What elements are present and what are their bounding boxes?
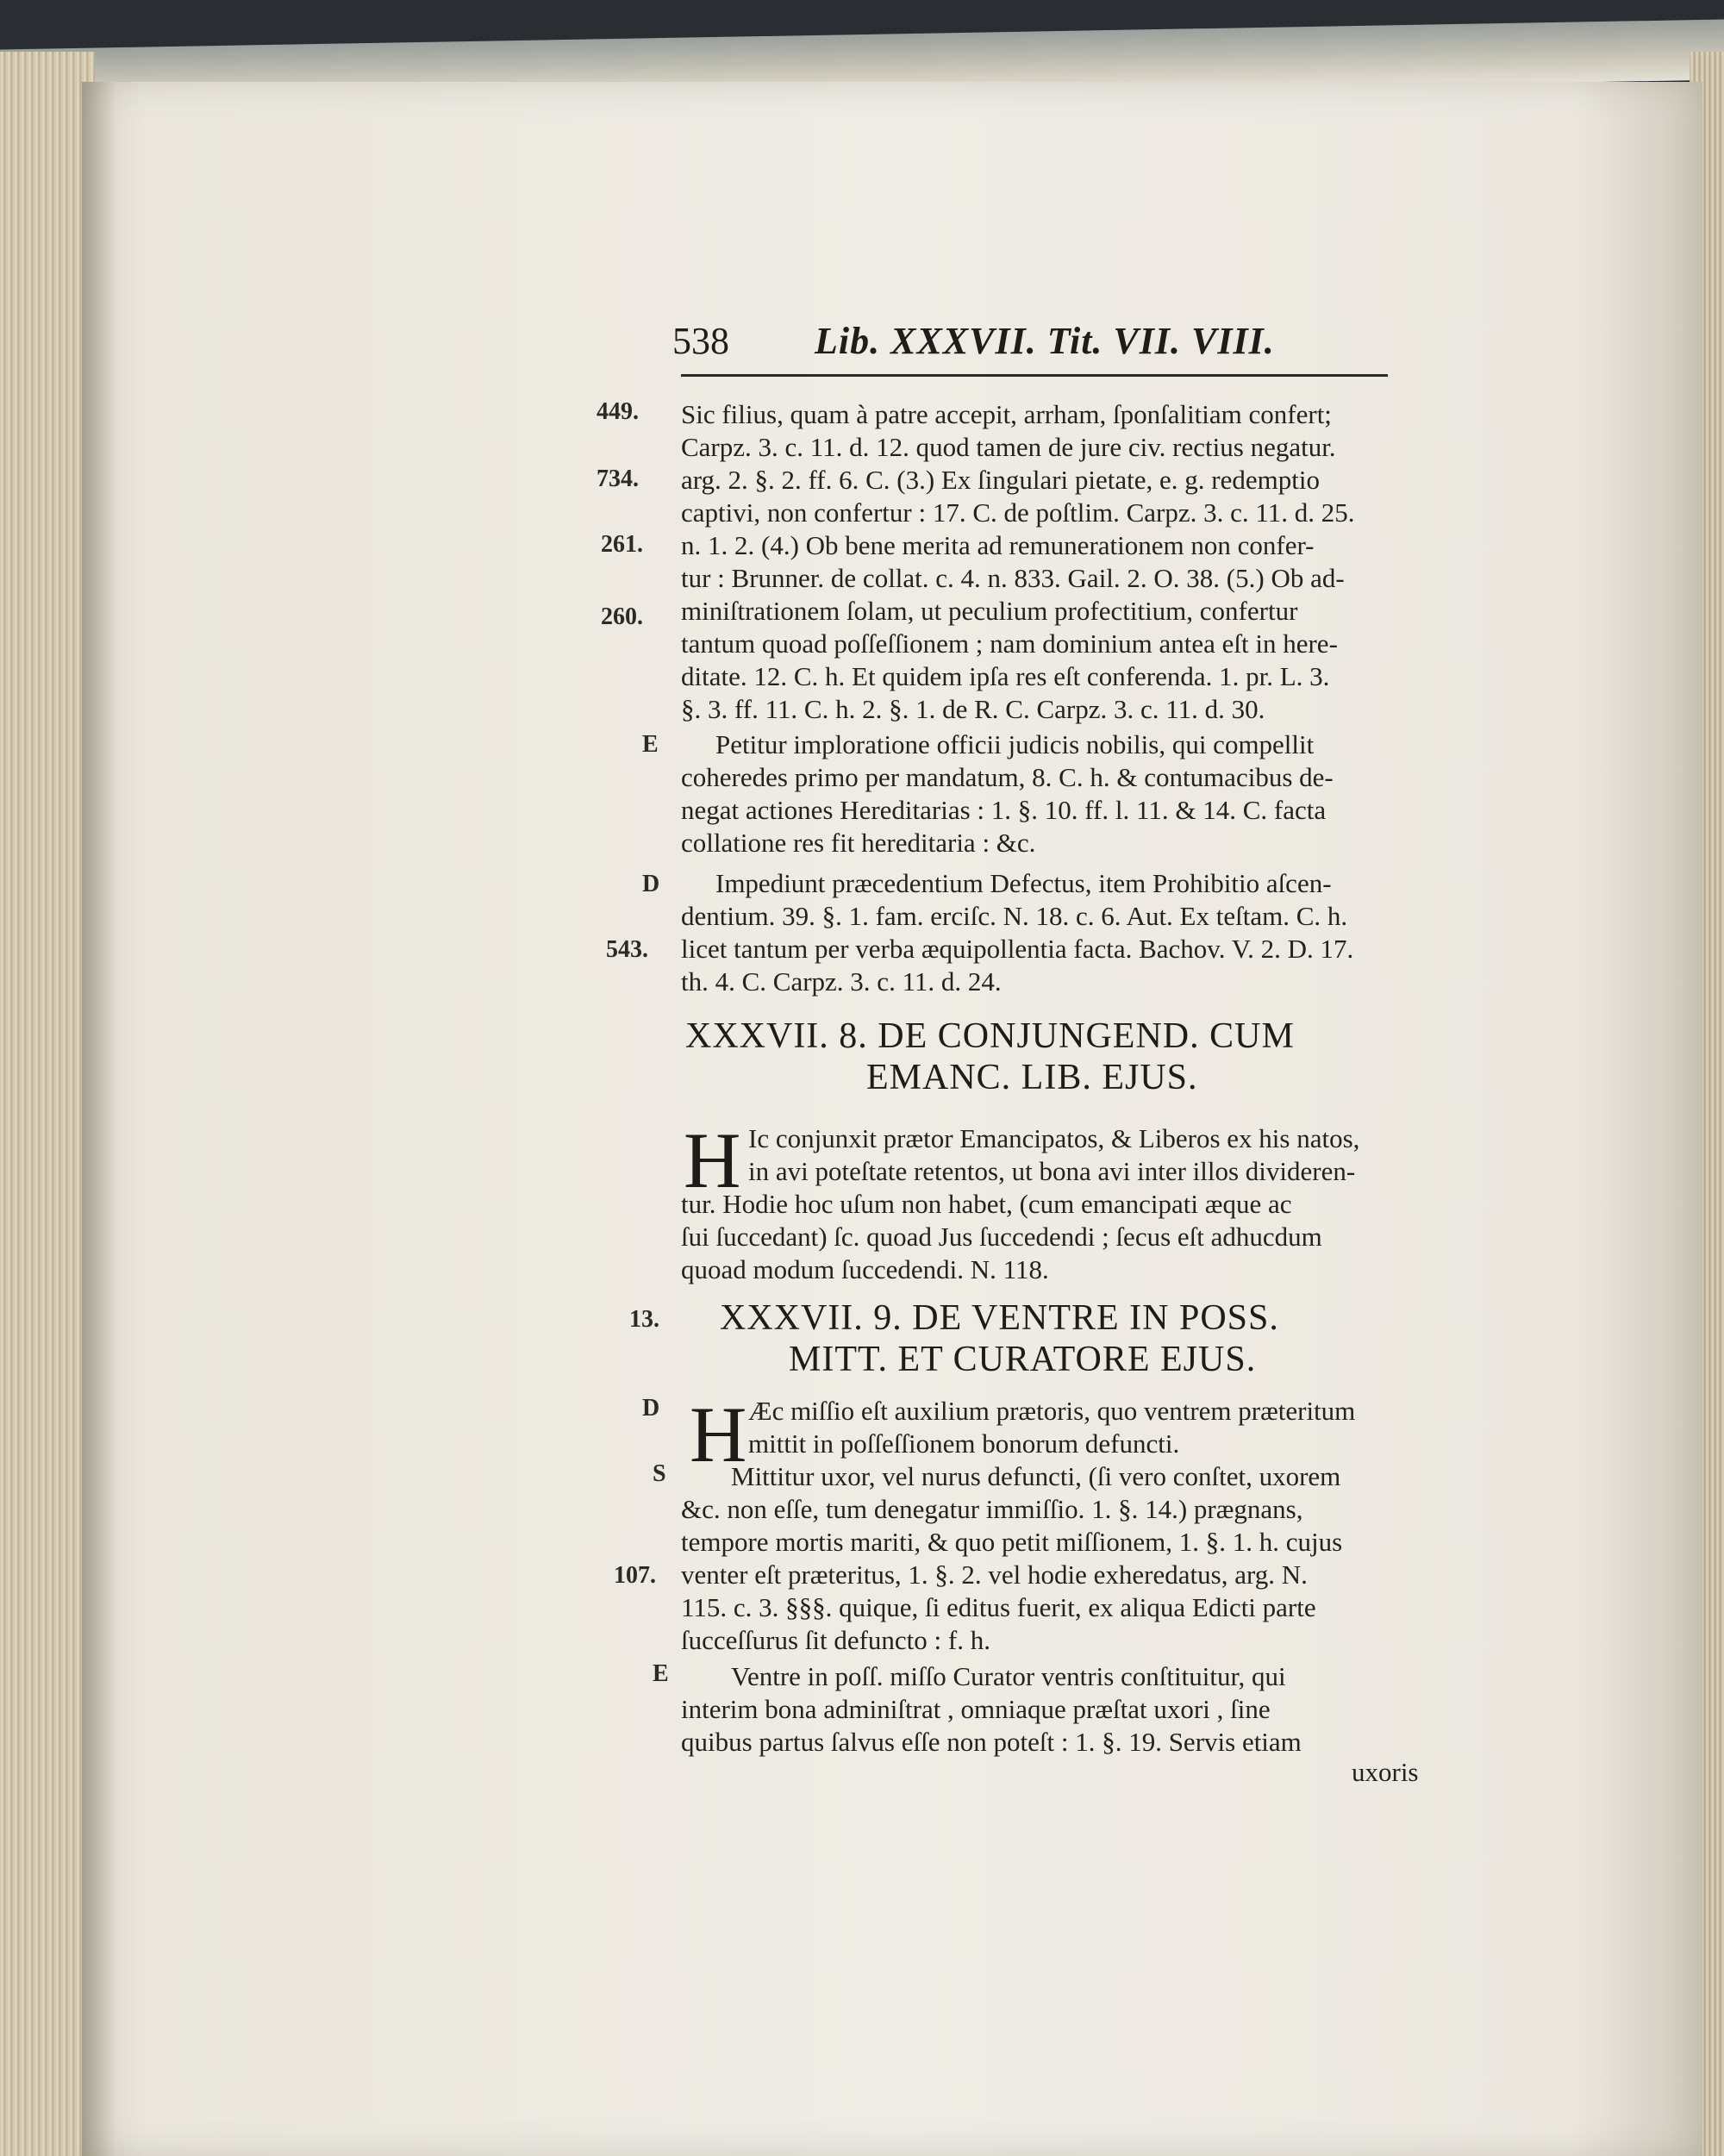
text-line: arg. 2. §. 2. ff. 6. C. (3.) Ex ſingulari pietate, e. g. redemptio	[681, 465, 1320, 495]
text-line: Sic filius, quam à patre accepit, arrham, ſponſalitiam confert;	[681, 399, 1332, 429]
text-line: collatione res fit hereditaria : &c.	[681, 828, 1036, 858]
text-line: dentium. 39. §. 1. fam. erciſc. N. 18. c. 6. Aut. Ex teſtam. C. h.	[681, 901, 1348, 931]
page-number: 538	[672, 320, 729, 362]
margin-note: 13.	[629, 1306, 659, 1333]
margin-note: S	[653, 1460, 666, 1487]
text-line: Impediunt præcedentium Defectus, item Prohibitio aſcen-	[715, 868, 1332, 898]
text-line: ſui ſuccedant) ſc. quoad Jus ſuccedendi ; ſecus eſt adhucdum	[681, 1222, 1322, 1252]
text-line: tur. Hodie hoc uſum non habet, (cum emancipati æque ac	[681, 1189, 1292, 1219]
text-line: Æc miſſio eſt auxilium prætoris, quo ventrem præteritum	[748, 1396, 1356, 1426]
margin-note: E	[653, 1660, 669, 1687]
text-line: Ventre in poſſ. miſſo Curator ventris conſtituitur, qui	[731, 1661, 1286, 1691]
header-rule	[681, 374, 1388, 377]
running-header	[672, 319, 1388, 371]
text-line: in avi poteſtate retentos, ut bona avi inter illos divideren-	[748, 1156, 1356, 1186]
text-line: Mittitur uxor, vel nurus defuncti, (ſi vero conſtet, uxorem	[731, 1461, 1341, 1491]
text-line: Carpz. 3. c. 11. d. 12. quod tamen de jure civ. rectius negatur.	[681, 432, 1336, 462]
margin-note: 107.	[614, 1562, 656, 1589]
section-heading: EMANC. LIB. EJUS.	[866, 1058, 1198, 1097]
page-stack-edge	[0, 52, 95, 2156]
margin-note: D	[642, 871, 660, 897]
book-page	[82, 82, 1702, 2156]
text-line: ditate. 12. C. h. Et quidem ipſa res eſt conferenda. 1. pr. L. 3.	[681, 661, 1330, 691]
drop-cap: H	[684, 1116, 741, 1204]
text-line: licet tantum per verba æquipollentia facta. Bachov. V. 2. D. 17.	[681, 934, 1354, 964]
spine-shadow	[82, 82, 116, 2156]
margin-note: 543.	[606, 936, 648, 963]
margin-note: D	[642, 1395, 660, 1422]
text-line: venter eſt præteritus, 1. §. 2. vel hodie exheredatus, arg. N.	[681, 1559, 1308, 1590]
text-line: tur : Brunner. de collat. c. 4. n. 833. Gail. 2. O. 38. (5.) Ob ad-	[681, 563, 1345, 593]
text-line: tantum quoad poſſeſſionem ; nam dominium antea eſt in here-	[681, 628, 1338, 659]
text-line: §. 3. ff. 11. C. h. 2. §. 1. de R. C. Carpz. 3. c. 11. d. 30.	[681, 694, 1265, 724]
margin-note: E	[642, 731, 659, 758]
text-line: captivi, non confertur : 17. C. de poſtlim. Carpz. 3. c. 11. d. 25.	[681, 497, 1355, 528]
text-line: quibus partus ſalvus eſſe non poteſt : 1. §. 19. Servis etiam	[681, 1727, 1302, 1757]
section-heading: XXXVII. 9. DE VENTRE IN POSS.	[720, 1298, 1279, 1338]
text-line: coheredes primo per mandatum, 8. C. h. & contumacibus de-	[681, 762, 1334, 792]
section-heading: XXXVII. 8. DE CONJUNGEND. CUM	[685, 1016, 1295, 1056]
margin-note: 734.	[597, 466, 639, 492]
text-line: n. 1. 2. (4.) Ob bene merita ad remunerationem non confer-	[681, 530, 1315, 560]
margin-note: 449.	[597, 398, 639, 425]
catchword: uxoris	[1352, 1757, 1419, 1787]
text-line: miniſtrationem ſolam, ut peculium profectitium, confertur	[681, 596, 1298, 626]
text-line: ſucceſſurus ſit defuncto : f. h.	[681, 1625, 990, 1655]
section-heading: MITT. ET CURATORE EJUS.	[789, 1340, 1257, 1379]
text-line: interim bona adminiſtrat , omniaque præſtat uxori , ſine	[681, 1694, 1271, 1724]
text-line: Petitur imploratione officii judicis nobilis, qui compellit	[715, 729, 1315, 759]
text-line: th. 4. C. Carpz. 3. c. 11. d. 24.	[681, 966, 1002, 997]
text-line: Ic conjunxit prætor Emancipatos, & Liberos ex his natos,	[748, 1123, 1360, 1153]
text-line: negat actiones Hereditarias : 1. §. 10. ff. l. 11. & 14. C. facta	[681, 795, 1327, 825]
drop-cap: H	[690, 1390, 747, 1478]
running-title: Lib. XXXVII. Tit. VII. VIII.	[815, 320, 1275, 362]
margin-note: 260.	[601, 603, 643, 630]
text-line: quoad modum ſuccedendi. N. 118.	[681, 1254, 1049, 1284]
text-line: &c. non eſſe, tum denegatur immiſſio. 1. §. 14.) prægnans,	[681, 1494, 1303, 1524]
text-line: 115. c. 3. §§§. quique, ſi editus fuerit, ex aliqua Edicti parte	[681, 1592, 1316, 1622]
text-line: mittit in poſſeſſionem bonorum defuncti.	[748, 1428, 1180, 1459]
margin-note: 261.	[601, 531, 643, 558]
text-line: tempore mortis mariti, & quo petit miſſionem, 1. §. 1. h. cujus	[681, 1527, 1343, 1557]
